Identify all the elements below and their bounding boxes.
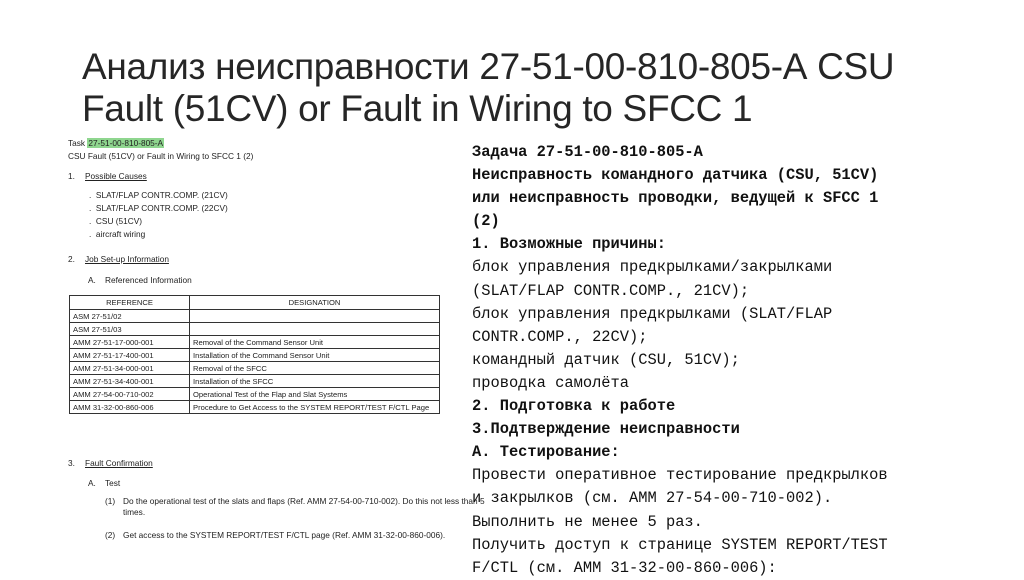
task-prefix: Task bbox=[68, 138, 86, 148]
task-id: 27-51-00-810-805-A bbox=[88, 138, 164, 148]
translation-line: Неисправность командного датчика (CSU, 51CV) bbox=[472, 166, 879, 185]
reference-cell: AMM 27-51-34-400-001 bbox=[70, 375, 190, 388]
designation-cell: Installation of the SFCC bbox=[190, 375, 440, 388]
translation-line: (SLAT/FLAP CONTR.COMP., 21CV); bbox=[472, 281, 750, 300]
translation-line: (2) bbox=[472, 212, 500, 231]
designation-cell: Operational Test of the Flap and Slat Systems bbox=[190, 388, 440, 401]
step-2-number: (2) bbox=[105, 530, 116, 540]
translation-line: командный датчик (CSU, 51CV); bbox=[472, 350, 740, 369]
section-2-number: 2. bbox=[68, 254, 75, 264]
section-2-title: Job Set-up Information bbox=[85, 254, 169, 264]
reference-cell: ASM 27-51/03 bbox=[70, 323, 190, 336]
translation-line: блок управления предкрылками (SLAT/FLAP bbox=[472, 304, 833, 323]
designation-cell: Installation of the Command Sensor Unit bbox=[190, 349, 440, 362]
translation-heading: 2. Подготовка к работе bbox=[472, 397, 676, 416]
cause-item: . SLAT/FLAP CONTR.COMP. (22CV) bbox=[89, 203, 228, 213]
task-header bbox=[68, 138, 164, 148]
designation-cell bbox=[190, 323, 440, 336]
table-row bbox=[70, 362, 440, 375]
translation-task-line: Задача 27-51-00-810-805-A bbox=[472, 143, 703, 161]
designation-cell: Removal of the Command Sensor Unit bbox=[190, 336, 440, 349]
subsection-3a-title: Test bbox=[105, 478, 121, 488]
translation-line: Получить доступ к странице SYSTEM REPORT/TEST bbox=[472, 535, 888, 554]
column-header-designation: DESIGNATION bbox=[190, 296, 440, 310]
section-3-title: Fault Confirmation bbox=[85, 458, 153, 468]
task-name: CSU Fault (51CV) or Fault in Wiring to SFCC 1 (2) bbox=[68, 151, 254, 161]
translation-heading: А. Тестирование: bbox=[472, 443, 620, 462]
subsection-3a-number: A. bbox=[88, 478, 96, 488]
reference-cell: ASM 27-51/02 bbox=[70, 310, 190, 323]
slide-title-line-2: Fault (51CV) or Fault in Wiring to SFCC 1 bbox=[82, 88, 753, 129]
translation-line: блок управления предкрылками/закрылками bbox=[472, 258, 833, 277]
translation-line: Выполнить не менее 5 раз. bbox=[472, 512, 703, 531]
table-row bbox=[70, 401, 440, 414]
designation-cell: Procedure to Get Access to the SYSTEM REPORT/TEST F/CTL Page bbox=[190, 401, 440, 414]
reference-table bbox=[69, 295, 440, 414]
step-1-text-line-1: Do the operational test of the slats and flaps (Ref. AMM 27-54-00-710-002). Do this not less than 5 bbox=[123, 496, 485, 506]
section-1-number: 1. bbox=[68, 171, 75, 181]
cause-item: . aircraft wiring bbox=[89, 229, 146, 239]
translation-heading: 1. Возможные причины: bbox=[472, 235, 666, 254]
cause-item: . SLAT/FLAP CONTR.COMP. (21CV) bbox=[89, 190, 228, 200]
step-2-text: Get access to the SYSTEM REPORT/TEST F/CTL page (Ref. AMM 31-32-00-860-006). bbox=[123, 530, 446, 540]
table-row bbox=[70, 336, 440, 349]
table-header-row bbox=[70, 296, 440, 310]
translation-line: Провести оперативное тестирование предкрылков bbox=[472, 466, 888, 485]
reference-cell: AMM 27-51-17-400-001 bbox=[70, 349, 190, 362]
column-header-reference: REFERENCE bbox=[70, 296, 190, 310]
designation-cell bbox=[190, 310, 440, 323]
step-1-number: (1) bbox=[105, 496, 116, 506]
reference-cell: AMM 27-51-17-000-001 bbox=[70, 336, 190, 349]
translation-text bbox=[472, 141, 1017, 580]
step-1-text-line-2: times. bbox=[123, 507, 146, 517]
table-row bbox=[70, 375, 440, 388]
table-row bbox=[70, 310, 440, 323]
table-row bbox=[70, 323, 440, 336]
reference-cell: AMM 31-32-00-860-006 bbox=[70, 401, 190, 414]
translation-line: CONTR.COMP., 22CV); bbox=[472, 327, 648, 346]
section-1-title: Possible Causes bbox=[85, 171, 147, 181]
slide-title bbox=[82, 46, 982, 130]
scanned-task-document bbox=[68, 138, 485, 574]
table-row bbox=[70, 349, 440, 362]
section-3-number: 3. bbox=[68, 458, 75, 468]
translation-heading: 3.Подтверждение неисправности bbox=[472, 420, 740, 439]
translation-line: F/CTL (см. AMM 31-32-00-860-006): bbox=[472, 558, 777, 577]
table-row bbox=[70, 388, 440, 401]
cause-item: . CSU (51CV) bbox=[89, 216, 143, 226]
subsection-2a-title: Referenced Information bbox=[105, 275, 192, 285]
slide-title-line-1: Анализ неисправности 27-51-00-810-805-А CSU bbox=[82, 46, 895, 87]
subsection-2a-number: A. bbox=[88, 275, 96, 285]
translation-line: проводка самолёта bbox=[472, 373, 630, 392]
reference-cell: AMM 27-54-00-710-002 bbox=[70, 388, 190, 401]
translation-line: или неисправность проводки, ведущей к SFCC 1 bbox=[472, 189, 879, 208]
reference-cell: AMM 27-51-34-000-001 bbox=[70, 362, 190, 375]
designation-cell: Removal of the SFCC bbox=[190, 362, 440, 375]
translation-line: и закрылков (см. AMM 27-54-00-710-002). bbox=[472, 489, 833, 508]
